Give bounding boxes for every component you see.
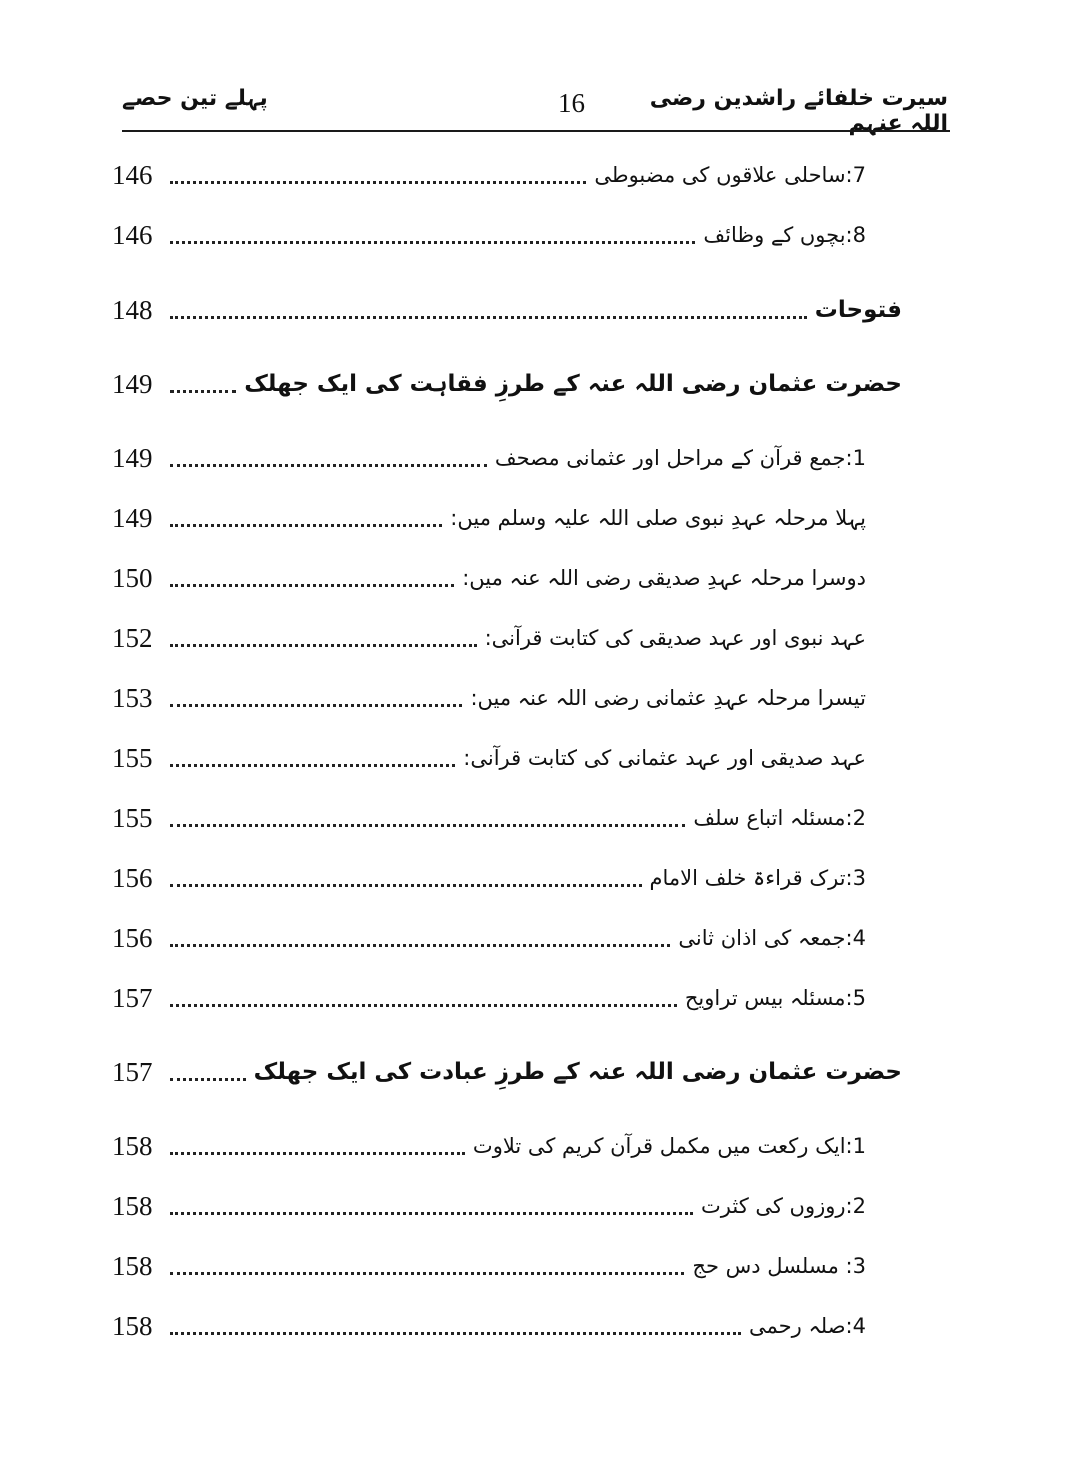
toc-entry-title: عہد نبوی اور عہد صدیقی کی کتابت قرآنی: (484, 626, 866, 650)
toc-entry-title: 1:ایک رکعت میں مکمل قرآن کریم کی تلاوت (472, 1134, 866, 1158)
toc-row[interactable] (112, 615, 866, 655)
dot-leader (170, 524, 442, 527)
dot-leader (170, 1152, 465, 1155)
toc-entry-title: 2:روزوں کی کثرت (701, 1194, 866, 1218)
toc-page-number: 156 (112, 863, 153, 893)
toc-page-number: 150 (112, 563, 153, 593)
dot-leader (170, 1212, 693, 1215)
toc-row[interactable] (112, 675, 866, 715)
dot-leader (170, 1272, 684, 1275)
toc-row[interactable] (112, 915, 866, 955)
toc-row[interactable] (112, 735, 866, 775)
page-header (0, 86, 1087, 136)
toc-section-title: فتوحات (814, 297, 902, 323)
toc-entry-title: 7:ساحلی علاقوں کی مضبوطی (594, 163, 866, 187)
toc-entry-title: 2:مسئلہ اتباع سلف (693, 806, 866, 830)
toc-row[interactable] (112, 435, 866, 475)
toc-entry-title: 4:جمعہ کی اذان ثانی (678, 926, 866, 950)
toc-entry-title: دوسرا مرحلہ عہدِ صدیقی رضی اللہ عنہ میں: (462, 566, 866, 590)
dot-leader (170, 584, 454, 587)
toc-page-number: 152 (112, 623, 153, 653)
header-part-title: پہلے تین حصے (122, 86, 268, 111)
toc-page-number: 153 (112, 683, 153, 713)
toc-page-number: 157 (112, 1057, 153, 1087)
toc-row[interactable] (112, 495, 866, 535)
toc-row[interactable] (112, 1243, 866, 1283)
toc-page-number: 155 (112, 803, 153, 833)
toc-page-number: 158 (112, 1131, 153, 1161)
dot-leader (170, 464, 487, 467)
toc-page-number: 149 (112, 369, 153, 399)
toc-page-number: 155 (112, 743, 153, 773)
header-divider (122, 130, 950, 132)
header-book-title: سیرت خلفائے راشدین رضی اللہ عنہم (649, 86, 948, 136)
toc-heading-row[interactable] (112, 1049, 902, 1089)
toc-section-title: حضرت عثمان رضی اللہ عنہ کے طرزِ فقاہت کی ایک جھلک (244, 371, 902, 397)
toc-row[interactable] (112, 855, 866, 895)
dot-leader (170, 884, 642, 887)
toc-heading-row[interactable] (112, 361, 902, 401)
toc-entry-title: 8:بچوں کے وظائف (703, 223, 866, 247)
toc-page-number: 146 (112, 220, 153, 250)
toc-page-number: 148 (112, 295, 153, 325)
dot-leader (170, 390, 236, 393)
dot-leader (170, 764, 455, 767)
toc-page-number: 156 (112, 923, 153, 953)
toc-entry-title: 4:صلہ رحمی (749, 1314, 866, 1338)
dot-leader (170, 241, 695, 244)
toc-page-number: 149 (112, 443, 153, 473)
toc-entry-title: 3: مسلسل دس حج (692, 1254, 866, 1278)
dot-leader (170, 644, 477, 647)
toc-entry-title: عہد صدیقی اور عہد عثمانی کی کتابت قرآنی: (463, 746, 866, 770)
toc-page-number: 146 (112, 160, 153, 190)
toc-section-title: حضرت عثمان رضی اللہ عنہ کے طرزِ عبادت کی ایک جھلک (253, 1059, 902, 1085)
toc-row[interactable] (112, 212, 866, 252)
toc-row[interactable] (112, 1183, 866, 1223)
toc-page-number: 158 (112, 1251, 153, 1281)
toc-row[interactable] (112, 1303, 866, 1343)
dot-leader (170, 1078, 246, 1081)
toc-row[interactable] (112, 152, 866, 192)
dot-leader (170, 316, 807, 319)
dot-leader (170, 944, 670, 947)
toc-entry-title: 5:مسئلہ بیس تراویح (684, 986, 866, 1010)
toc-page-number: 149 (112, 503, 153, 533)
page-number: 16 (558, 88, 585, 118)
toc-entry-title: پہلا مرحلہ عہدِ نبوی صلی اللہ علیہ وسلم میں: (450, 506, 866, 530)
toc-page-number: 158 (112, 1311, 153, 1341)
toc-heading-row[interactable] (112, 287, 902, 327)
dot-leader (170, 181, 586, 184)
toc-row[interactable] (112, 555, 866, 595)
dot-leader (170, 824, 685, 827)
toc-row[interactable] (112, 795, 866, 835)
dot-leader (170, 1004, 677, 1007)
toc-page-number: 157 (112, 983, 153, 1013)
dot-leader (170, 1332, 741, 1335)
toc-entry-title: تیسرا مرحلہ عہدِ عثمانی رضی اللہ عنہ میں: (470, 686, 866, 710)
toc-entry-title: 1:جمع قرآن کے مراحل اور عثمانی مصحف (494, 446, 866, 470)
dot-leader (170, 704, 462, 707)
toc-page-number: 158 (112, 1191, 153, 1221)
toc-entry-title: 3:ترک قراءۃ خلف الامام (649, 866, 866, 890)
toc-row[interactable] (112, 975, 866, 1015)
toc-row[interactable] (112, 1123, 866, 1163)
